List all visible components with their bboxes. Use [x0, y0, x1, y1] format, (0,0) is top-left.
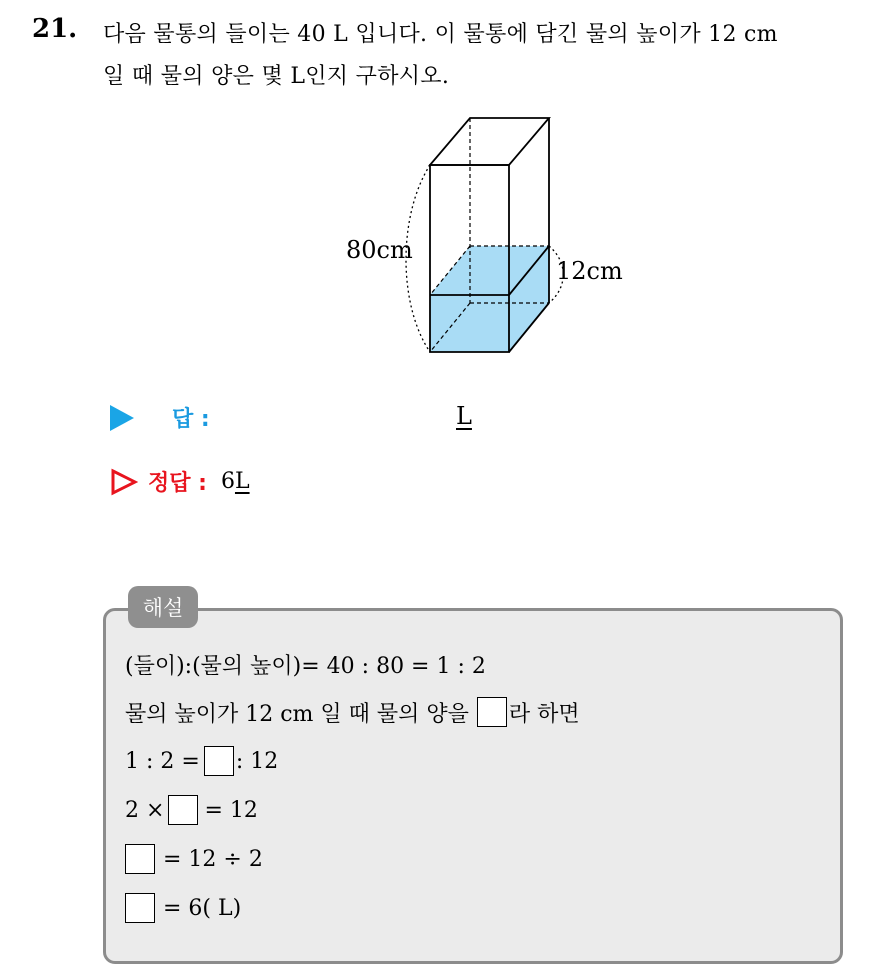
question-line-1: 다음 물통의 들이는 40 L 입니다. 이 물통에 담긴 물의 높이가 12 cm — [103, 22, 778, 47]
answer-row — [110, 402, 210, 433]
question-number: 21. — [32, 14, 78, 44]
blank-box — [168, 795, 198, 825]
explanation-line-3: 1 : 2 = : 12 — [125, 743, 278, 779]
correct-answer-value: 6L — [220, 469, 250, 494]
explanation-line-2: 물의 높이가 12 cm 일 때 물의 양을 라 하면 — [125, 694, 580, 730]
explanation-line-4: 2 × = 12 — [125, 792, 258, 828]
water-tank-figure — [330, 110, 650, 360]
blank-box — [204, 746, 234, 776]
explanation-line-5: = 12 ÷ 2 — [125, 841, 263, 877]
explanation-tab: 해설 — [128, 586, 198, 628]
blank-box — [125, 844, 155, 874]
correct-answer-row — [110, 466, 250, 497]
answer-label: 답 : — [172, 407, 210, 432]
play-triangle-icon — [110, 405, 134, 431]
blank-box — [125, 893, 155, 923]
blank-box — [477, 697, 507, 727]
explanation-line-6: = 6( L) — [125, 890, 241, 926]
outline-triangle-icon — [110, 468, 138, 496]
answer-unit: L — [456, 402, 472, 430]
water-height-label: 12cm — [556, 257, 623, 285]
question-line-2: 일 때 물의 양은 몇 L인지 구하시오. — [103, 64, 450, 89]
height-label: 80cm — [346, 236, 413, 264]
explanation-line-1: (들이):(물의 높이)= 40 : 80 = 1 : 2 — [125, 653, 486, 679]
question-text — [103, 14, 873, 98]
correct-answer-label: 정답 : — [148, 471, 207, 496]
